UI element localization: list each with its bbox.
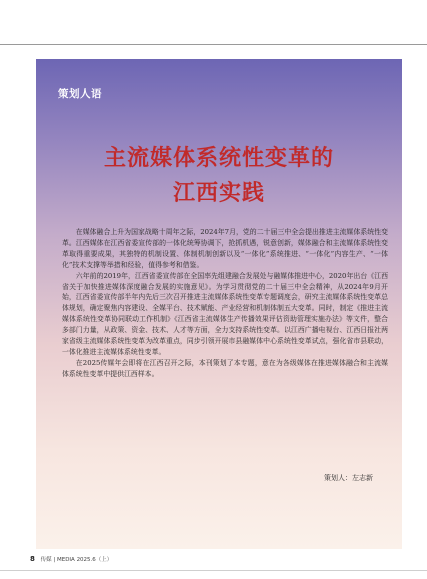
article-title-line-2: 江西实践 bbox=[172, 180, 265, 206]
paragraph-3: 在2025传媒年会即将在江西召开之际，本刊策划了本专题，意在为各级媒体在推进媒体融合和主流媒体系统性变革中提供江西样本。 bbox=[62, 358, 388, 378]
section-label: 策划人语 bbox=[58, 88, 102, 100]
planner-signature: 策划人：左志新 bbox=[324, 474, 373, 482]
paragraph-1: 在媒体融合上升为国家战略十周年之际，2024年7月，党的二十届三中全会提出推进主流媒体系统性变革。江西媒体在江西省委宣传部的一体化统筹协调下，抢抓机遇，锐意创新，媒体融合和主流媒体系统性变革取得重要成果，其独特的机制设置、体制机制创新以及“一体化”系统推进、“一体化”内容生产、“一体化”技术支撑等举措和经验，值得参考和借鉴。 bbox=[62, 228, 388, 269]
page-number: 8 bbox=[30, 555, 35, 563]
publication-info: 传媒 | MEDIA 2025.6（上） bbox=[40, 557, 113, 563]
paragraph-2: 六年前的2019年，江西省委宣传部在全国率先组建融合发展处与融媒体推进中心，2020年出台《江西省关于加快推进媒体深度融合发展的实施意见》。为学习贯彻党的二十届三中全会精神，从2024年9月开始，江西省委宣传部半年内先后三次召开推进主流媒体系统性变革专题调度会，研究主流媒体系统性变革总体规划，确定聚焦内容建设、全媒平台、技术赋能、产业经营和机制体制五大变革。同时，制定《推进主流媒体系统性变革协同联动工作机制》《江西省主流媒体生产传播效果评估资助管理实施办法》等文件，整合多部门力量，从政策、资金、技术、人才等方面，全力支持系统性变革。以江西广播电视台、江西日报社两家省级主流媒体系统性变革为改革重点，同步引领开展市县融媒体中心系统性变革试点，强化省市县联动，一体化推进主流媒体系统性变革。 bbox=[62, 271, 388, 356]
footer-rule bbox=[0, 570, 427, 571]
article-title-line-1: 主流媒体系统性变革的 bbox=[103, 145, 334, 171]
page-footer bbox=[30, 555, 112, 563]
header-rule bbox=[0, 44, 427, 45]
article-body bbox=[62, 227, 388, 380]
